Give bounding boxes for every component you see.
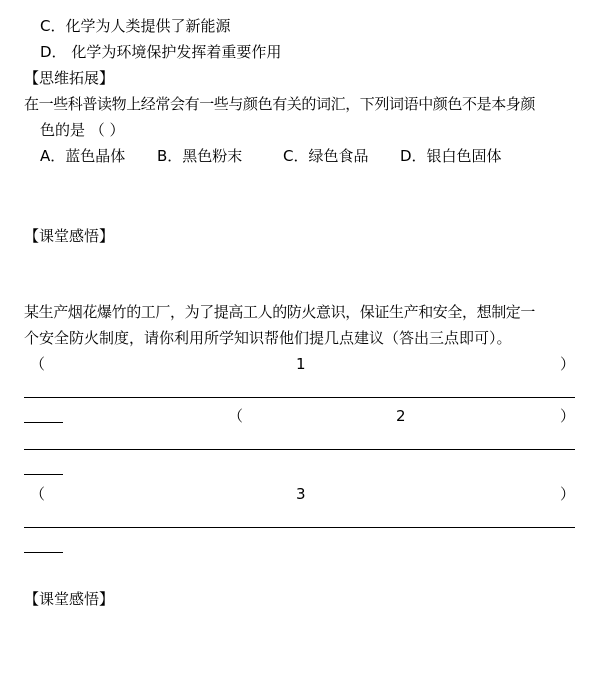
extension-question-line1: 在一些科普读物上经常会有一些与颜色有关的词汇，下列词语中颜色不是本身颜 bbox=[24, 95, 536, 113]
extension-option-a: A．蓝色晶体 bbox=[40, 147, 126, 165]
task-line1: 某生产烟花爆竹的工厂，为了提高工人的防火意识，保证生产和安全，想制定一 bbox=[24, 303, 536, 321]
item-1-answer-line bbox=[24, 397, 575, 398]
item-2-number: 2 bbox=[396, 407, 406, 425]
reflection-heading-1: 【课堂感悟】 bbox=[24, 227, 115, 245]
item-2-answer-line bbox=[24, 449, 575, 450]
extension-question-line2: 色的是 （ ） bbox=[40, 121, 125, 139]
item-1-number: 1 bbox=[296, 355, 306, 373]
extension-option-b: B．黑色粉末 bbox=[157, 147, 243, 165]
item-3-number: 3 bbox=[296, 485, 306, 503]
task-line2: 个安全防火制度，请你利用所学知识帮他们提几点建议（答出三点即可）。 bbox=[24, 329, 512, 347]
option-d: D． 化学为环境保护发挥着重要作用 bbox=[40, 43, 282, 61]
item-1-open-paren: （ bbox=[30, 355, 46, 373]
item-2-answer-blank bbox=[24, 474, 63, 475]
item-1-answer-blank bbox=[24, 422, 63, 423]
item-3-open-paren: （ bbox=[30, 485, 46, 503]
option-c: C．化学为人类提供了新能源 bbox=[40, 17, 231, 35]
extension-option-c: C．绿色食品 bbox=[283, 147, 369, 165]
extension-option-d: D．银白色固体 bbox=[400, 147, 502, 165]
reflection-heading-2: 【课堂感悟】 bbox=[24, 590, 115, 608]
item-2-close-paren: ） bbox=[560, 407, 576, 425]
item-3-answer-blank bbox=[24, 552, 63, 553]
item-2-open-paren: （ bbox=[228, 407, 244, 425]
item-3-close-paren: ） bbox=[560, 485, 576, 503]
item-1-close-paren: ） bbox=[560, 355, 576, 373]
item-3-answer-line bbox=[24, 527, 575, 528]
extension-heading: 【思维拓展】 bbox=[24, 69, 115, 87]
